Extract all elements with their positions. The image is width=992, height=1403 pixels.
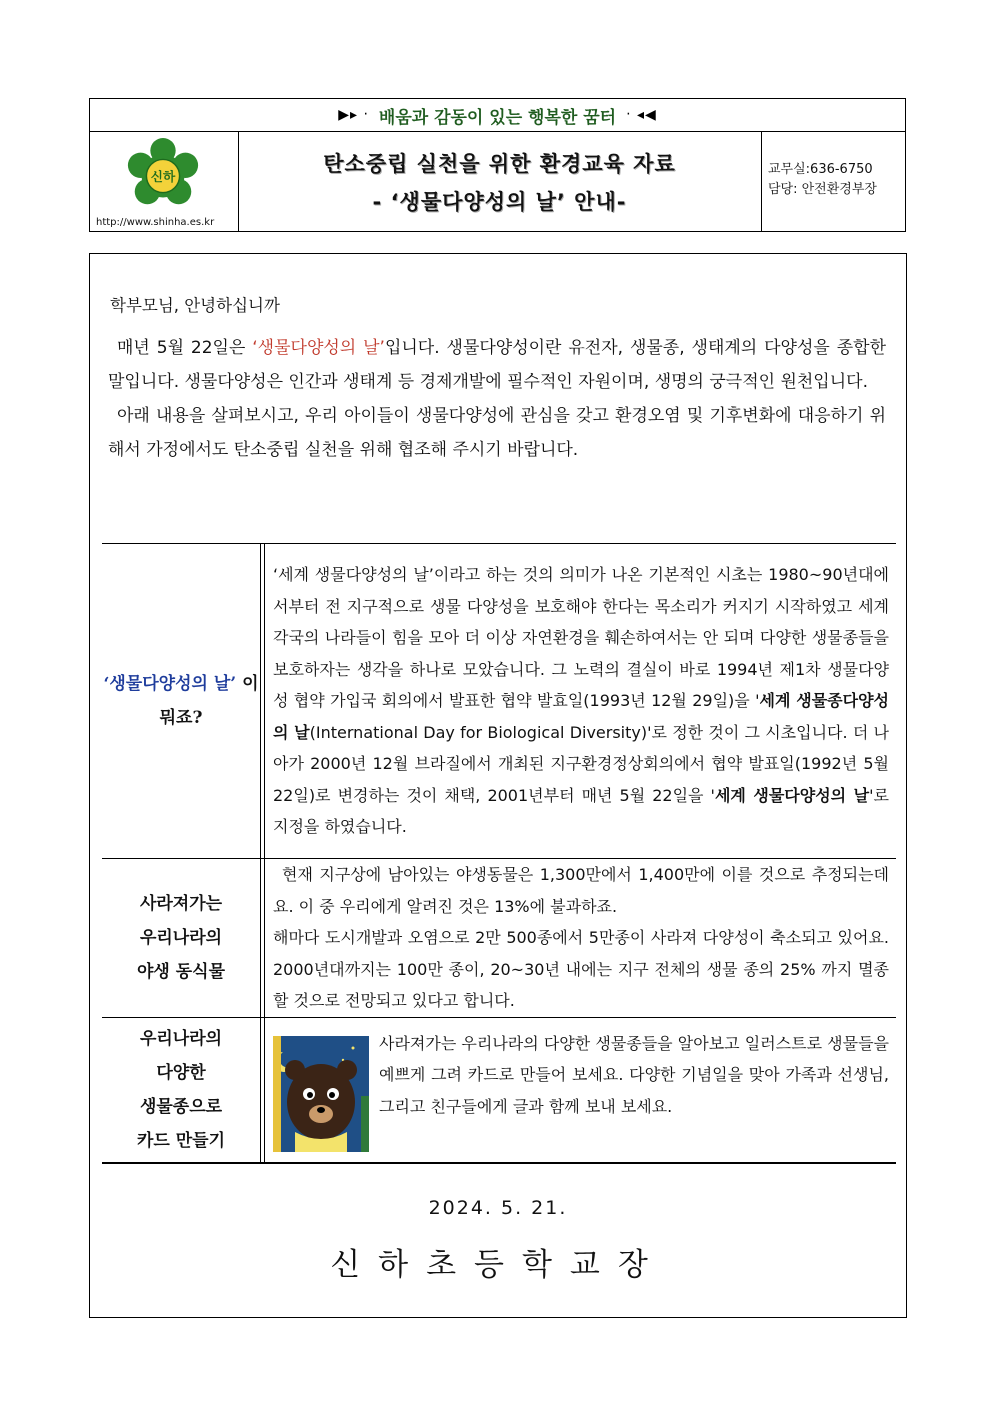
highlight-day-name: ‘생물다양성의 날’ [252,338,385,358]
table-row [102,544,896,859]
intro-text [108,331,886,467]
header-box [89,98,906,232]
contact-cell [762,131,905,231]
what-text-c: (International Day for Biological Diversity)'로 정한 것이 그 시초입니다. 더 나아가 2000년 12월 브라질에서 개최된 지구환경정상회의에서 협약 발표일(1992년 5월 22일)로 변경하는 것이 채택, 2001년부터 매년 5월 22일을 ' [273,722,890,805]
vanishing-text-1: 현재 지구상에 남아있는 야생동물은 1,300만에서 1,400만에 이를 것으로 추정되는데요. 이 중 우리에게 알려진 것은 13%에 불과하죠. [273,865,889,916]
bear-illustration-icon [273,1036,369,1152]
label-card [102,1017,261,1163]
logo-text: 신하 [150,168,176,184]
what-text-bold-2: 세계 생물다양성의 날 [714,785,870,805]
logo-cell [90,131,239,231]
slogan: 배움과 감동이 있는 행복한 꿈터 [378,107,617,128]
label-what-blue: ‘생물다양성의 날’ [103,674,237,694]
intro-p1-end: 입니다. 생물다양성이란 유전자, 생물종, 생태계의 다양성을 종합한 말입니다. 생물다양성은 인간과 생태계 등 경제개발에 필수적인 자원이며, 생명의 궁극적인 원천입니다. [108,338,886,392]
principal-signature: 신하초등학교장 [330,1247,666,1283]
doc-title: 탄소중립 실천을 위한 환경교육 자료 [323,152,676,176]
content-what [265,544,897,859]
issue-date: 2024. 5. 21. [428,1197,568,1219]
intro-paragraph-1 [108,331,886,399]
label-vanishing-3: 야생 동식물 [136,961,226,982]
vanishing-text-2: 해마다 도시개발과 오염으로 2만 500종에서 5만종이 사라져 다양성이 축소되고 있어요. 2000년대까지는 100만 종이, 20~30년 내에는 지구 전체의 생물 종의 25% 까지 멸종할 것으로 전망되고 있다고 합니다. [273,928,889,1010]
doc-subtitle: - ‘생물다양성의 날’ 안내- [372,190,627,214]
phone-number: 교무실:636-6750 [768,162,873,177]
what-text-bold-1: 세계 생물종다양성의 날 [273,691,889,742]
what-text-e: '로 지정을 하였습니다. [273,785,889,837]
label-what-rest: 이 뭐죠? [159,674,259,728]
what-text-a: ‘세계 생물다양성의 날’이라고 하는 것의 의미가 나온 기본적인 시초는 1980~90년대에서부터 전 지구적으로 생물 다양성을 보호해야 한다는 목소리가 커지기 시작하였고 세계 각국의 나라들이 힘을 모아 더 이상 자연환경을 훼손하여서는 안 되며 다양한 생물종들을 보호하자는 생각을 하나로 모았습니다. 그 노력의 결실이 바로 1994년 제1차 생물다양성 협약 가입국 회의에서 발표한 협약 발효일(1993년 12월 29일)을 ' [273,565,889,711]
label-card-2: 다양한 [156,1062,206,1083]
school-url[interactable]: http://www.shinha.es.kr [96,217,215,228]
greeting: 학부모님, 안녕하십니까 [110,296,280,315]
label-what [102,544,261,859]
title-cell [238,131,762,231]
info-table [102,543,896,1164]
card-text: 사라져가는 우리나라의 다양한 생물종들을 알아보고 일러스트로 생물들을 예쁘게 그려 카드로 만들어 보세요. 다양한 기념일을 맞아 가족과 선생님, 그리고 친구들에게 글과 함께 보내 보세요. [379,1033,889,1116]
arrows-right-icon: ▶▸ ‧ [338,107,369,123]
label-vanishing-2: 우리나라의 [139,927,223,948]
label-card-4: 카드 만들기 [136,1130,226,1151]
intro-paragraph-2: 아래 내용을 살펴보시고, 우리 아이들이 생물다양성에 관심을 갖고 환경오염 및 기후변화에 대응하기 위해서 가정에서도 탄소중립 실천을 위해 협조해 주시기 바랍니다. [108,406,886,460]
main-box [89,253,907,1318]
school-logo-icon [124,137,202,215]
department: 담당: 안전환경부장 [768,182,877,197]
arrows-left-icon: ‧ ◂◀ [626,107,657,123]
content-vanishing [265,859,897,1018]
table-row [102,859,896,1018]
label-card-1: 우리나라의 [139,1028,223,1049]
table-row [102,1017,896,1163]
content-card [265,1017,897,1163]
slogan-row [90,99,905,132]
label-vanishing [102,859,261,1018]
label-card-3: 생물종으로 [139,1096,223,1117]
label-vanishing-1: 사라져가는 [139,893,223,914]
intro-p1-start: 매년 5월 22일은 [117,338,253,358]
